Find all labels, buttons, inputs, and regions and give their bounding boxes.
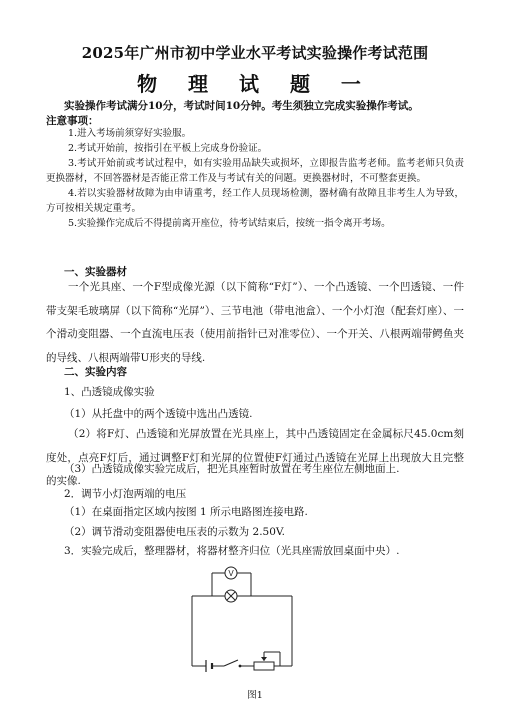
item1-step1: （1）从托盘中的两个透镜中选出凸透镜. <box>64 408 253 420</box>
section-heading-equipment: 一、实验器材 <box>64 266 127 278</box>
equipment-paragraph: 一个光具座、一个F型成像光源（以下简称“F灯”）、一个凸透镜、一个凹透镜、一件带支架毛玻璃屏（以下简称“光屏”）、三节电池（带电池盒）、一个小灯泡（配套灯座）、一个滑动变阻器、一个直流电压表（使用前指针已对准零位）、一个开关、八根两端带鳄鱼夹的导线、八根两端带U形夹的导线. <box>46 281 464 364</box>
circuit-diagram <box>188 560 306 678</box>
figure-caption: 图1 <box>247 690 263 701</box>
item1-title: 1、凸透镜成像实验 <box>64 386 155 398</box>
item1-step3: （3）凸透镜成像实验完成后，把光具座暂时放置在考生座位左侧地面上. <box>64 463 400 475</box>
notes-list <box>46 126 464 231</box>
item3: 3．实验完成后，整理器材，将器材整齐归位（光具座需放回桌面中央）. <box>64 545 400 557</box>
note-item: 5.实验操作完成后不得提前离开座位，待考试结束后，按统一指令离开考场。 <box>68 218 391 229</box>
note-item: 4.若以实验器材故障为由申请重考，经工作人员现场检测，器材确有故障且非考生人为导致，方可按相关规定重考。 <box>46 188 464 214</box>
section-heading-content: 二、实验内容 <box>64 366 127 378</box>
item2-step2: （2）调节滑动变阻器使电压表的示数为 2.50V. <box>64 526 285 538</box>
item1-step2: （2）将F灯、凸透镜和光屏放置在光具座上，其中凸透镜固定在金属标尺45.0cm刻度处，点亮F灯后，通过调整F灯和光屏的位置使F灯通过凸透镜在光屏上出现放大且完整的实像. <box>46 428 464 487</box>
slider-arrow-icon <box>261 657 267 661</box>
note-item: 2.考试开始前，按指引在平板上完成身份验证。 <box>68 143 268 154</box>
document-subtitle: 物 理 试 题 一 <box>137 72 373 96</box>
notes-heading: 注意事项： <box>46 115 99 127</box>
item2-title: 2．调节小灯泡两端的电压 <box>64 488 187 500</box>
item2-step1: （1）在桌面指定区域内按图 1 所示电路图连接电路. <box>64 506 308 518</box>
note-item: 3.考试开始前或考试过程中，如有实验用品缺失或损坏，立即报告监考老师。监考老师只负责更换器材，不回答器材是否能正常工作及与考试有关的问题。更换器材时，不可整套更换。 <box>46 158 464 184</box>
document-title: 2025年广州市初中学业水平考试实验操作考试范围 <box>81 44 429 62</box>
exam-info: 实验操作考试满分10分，考试时间10分钟。考生须独立完成实验操作考试。 <box>64 100 419 112</box>
note-item: 1.进入考场前须穿好实验服。 <box>68 128 192 139</box>
switch-contact <box>239 665 242 668</box>
switch-icon <box>224 660 238 666</box>
rheostat-icon <box>254 662 274 670</box>
voltmeter-label: V <box>228 569 234 578</box>
